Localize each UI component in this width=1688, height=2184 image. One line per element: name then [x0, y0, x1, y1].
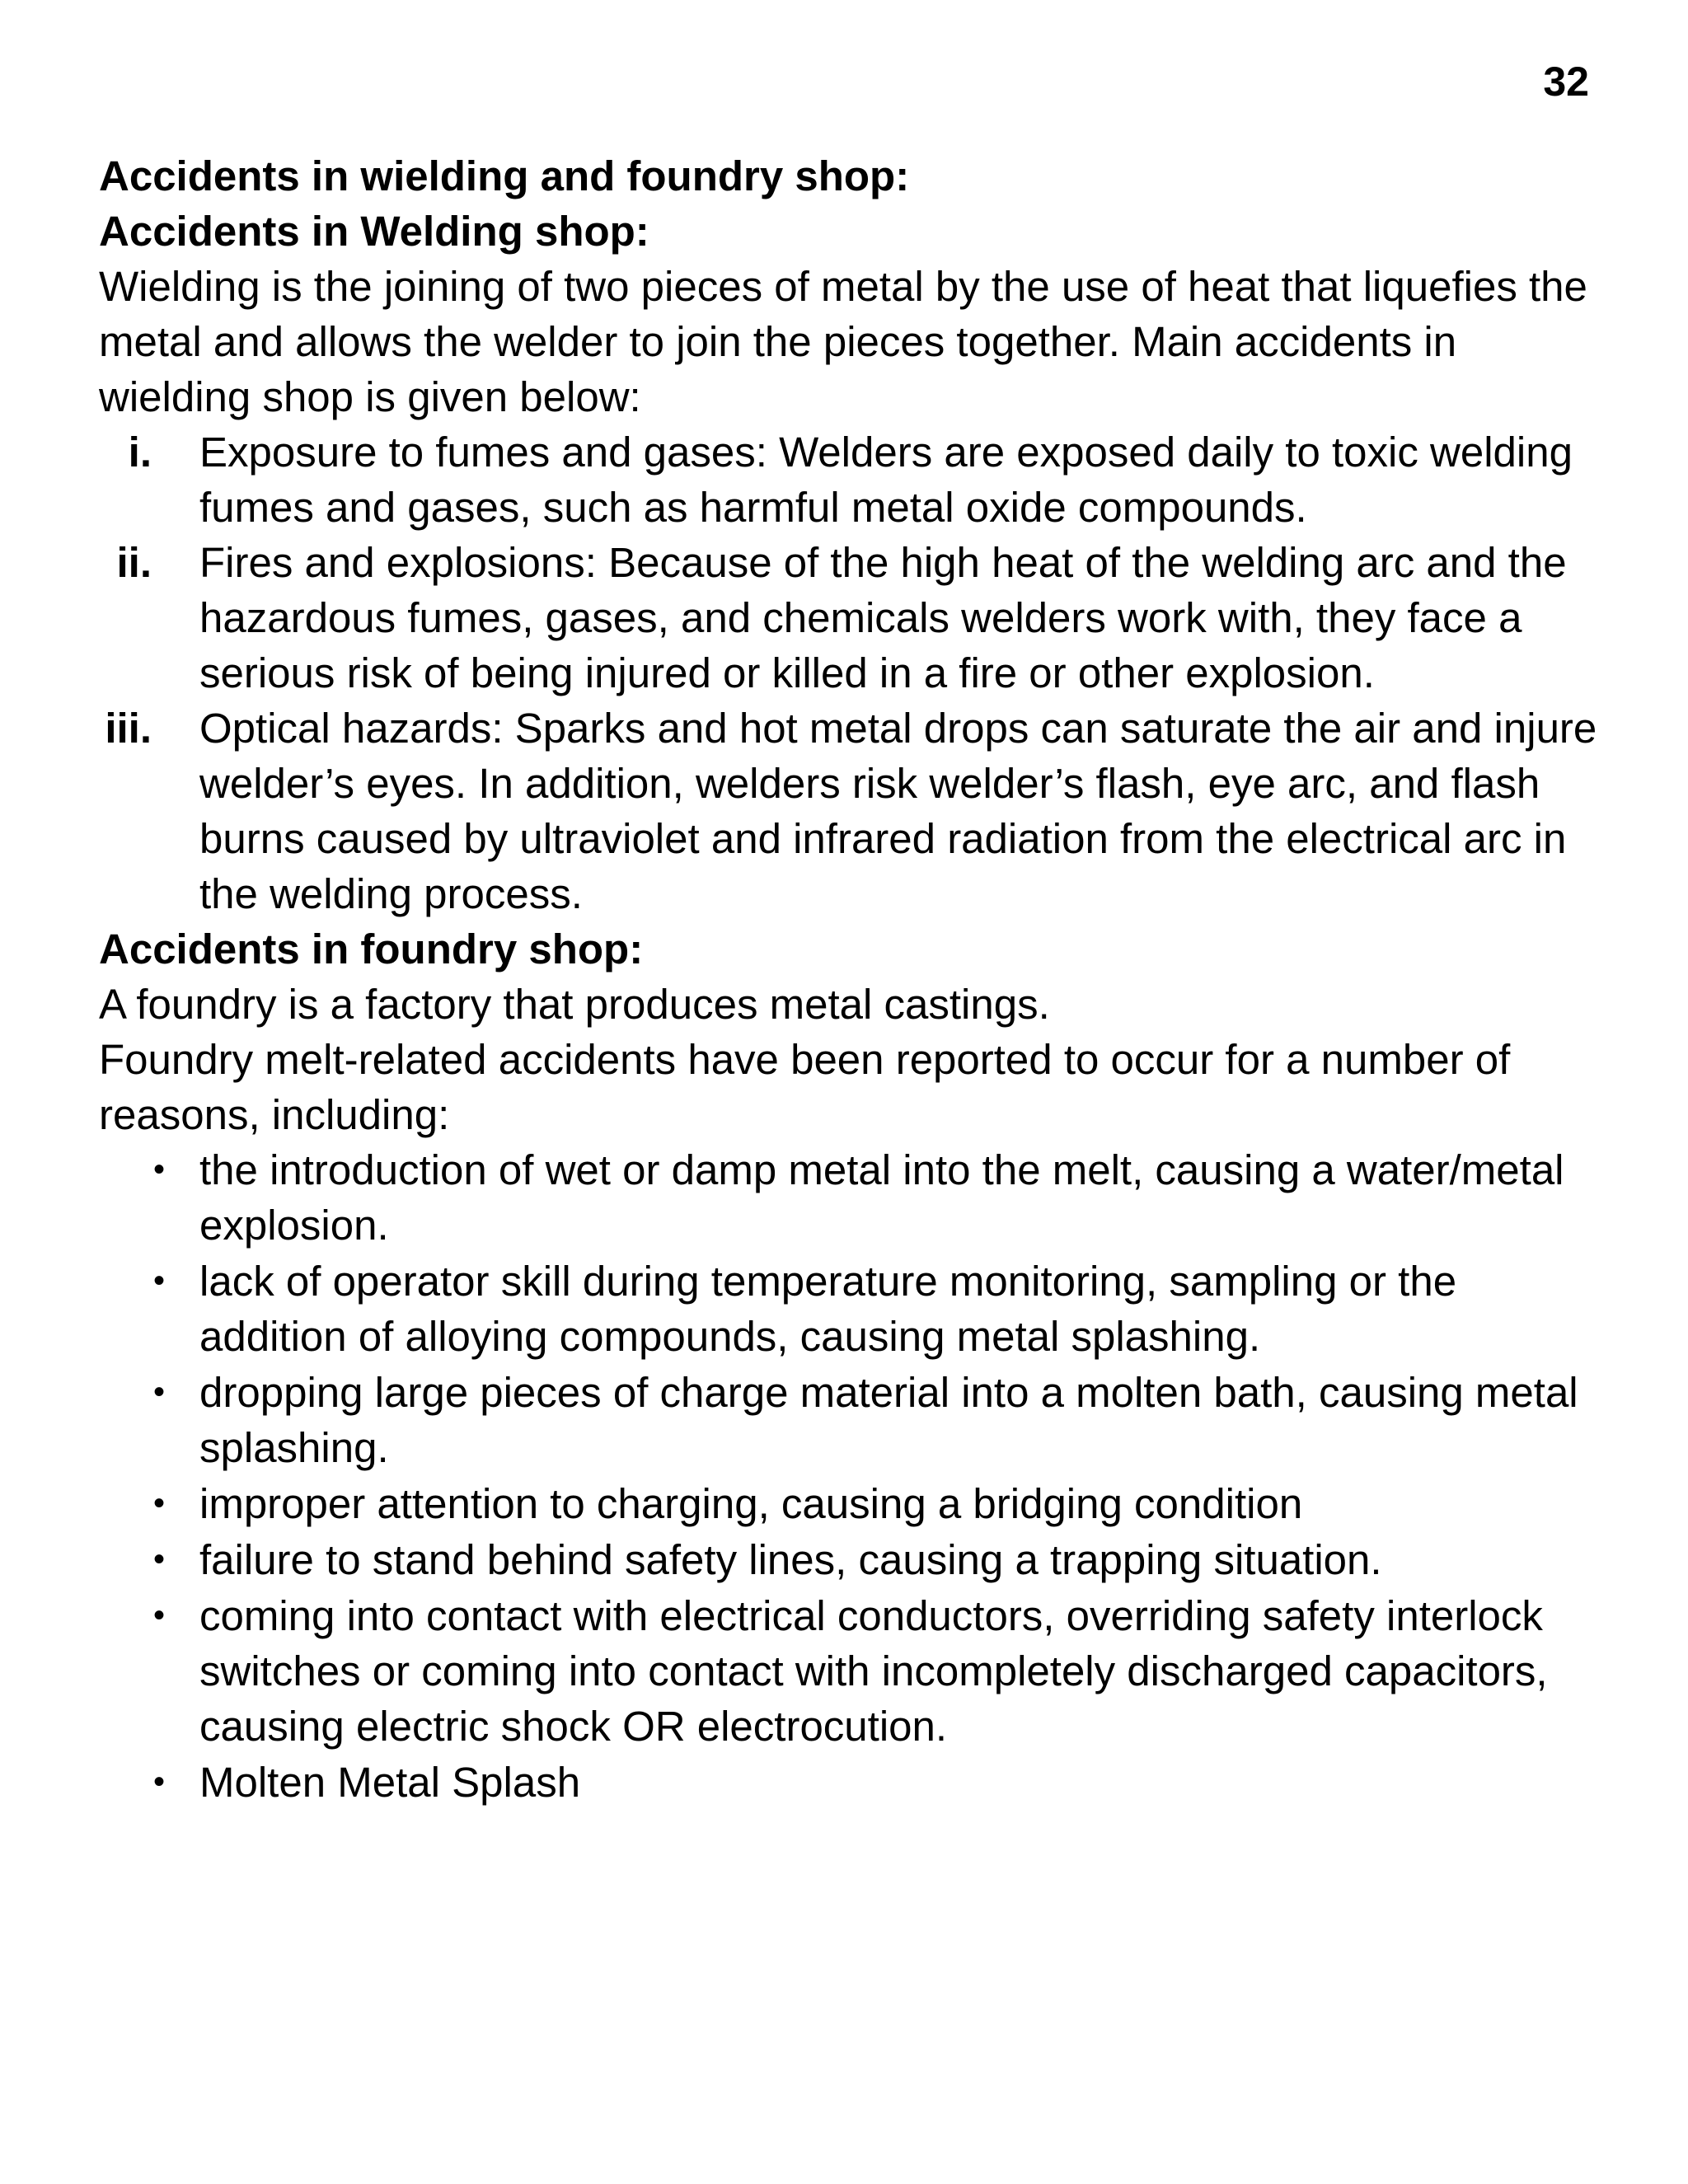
list-item-text: Optical hazards: Sparks and hot metal drops can saturate the air and injure welder’s eyes. In addition, welders risk welder’s flash, eye arc, and flash burns caused by ultraviolet and infrared radiation from the electrical arc in the welding process.	[199, 705, 1597, 917]
list-item-text: coming into contact with electrical conductors, overriding safety interlock switches or coming into contact with incompletely discharged capacitors, causing electric shock OR electrocution.	[199, 1592, 1548, 1750]
foundry-heading: Accidents in foundry shop:	[99, 926, 644, 972]
list-item-text: the introduction of wet or damp metal into the melt, causing a water/metal explosion.	[199, 1146, 1564, 1249]
bullet-icon: •	[153, 1485, 166, 1521]
main-heading: Accidents in wielding and foundry shop:	[99, 152, 910, 199]
welding-heading: Accidents in Welding shop:	[99, 208, 649, 255]
document-body	[99, 148, 1599, 1811]
bullet-icon: •	[153, 1541, 166, 1577]
list-item-text: dropping large pieces of charge material into a molten bath, causing metal splashing.	[199, 1369, 1578, 1471]
bullet-icon: •	[153, 1151, 166, 1188]
list-item	[99, 1365, 1599, 1475]
welding-accident-item	[99, 424, 1599, 535]
list-marker: i.	[128, 429, 152, 476]
list-marker: ii.	[116, 539, 152, 586]
welding-intro-paragraph: Wielding is the joining of two pieces of metal by the use of heat that liquefies the metal and allows the welder to join the pieces together. Main accidents in wielding shop is given below:	[99, 263, 1587, 420]
list-item	[99, 1588, 1599, 1754]
welding-accident-item	[99, 701, 1599, 921]
list-marker: iii.	[105, 705, 152, 752]
list-item	[99, 1476, 1599, 1531]
bullet-icon: •	[153, 1374, 166, 1410]
list-item-text: failure to stand behind safety lines, causing a trapping situation.	[199, 1536, 1382, 1583]
foundry-definition-paragraph: A foundry is a factory that produces metal castings.	[99, 981, 1050, 1028]
foundry-accidents-list	[99, 1142, 1599, 1810]
bullet-icon: •	[153, 1597, 166, 1633]
list-item-text: improper attention to charging, causing a bridging condition	[199, 1480, 1303, 1527]
list-item-text: Fires and explosions: Because of the high heat of the welding arc and the hazardous fumes, gases, and chemicals welders work with, they face a serious risk of being injured or killed in a fire or other explosion.	[199, 539, 1567, 696]
welding-accidents-list	[99, 424, 1599, 921]
welding-accident-item	[99, 535, 1599, 701]
bullet-icon: •	[153, 1263, 166, 1299]
foundry-intro-paragraph: Foundry melt-related accidents have been reported to occur for a number of reasons, including:	[99, 1036, 1511, 1138]
list-item	[99, 1532, 1599, 1587]
page-number: 32	[1543, 59, 1589, 105]
bullet-icon: •	[153, 1764, 166, 1800]
list-item-text: Molten Metal Splash	[199, 1759, 581, 1806]
list-item-text: lack of operator skill during temperature monitoring, sampling or the addition of alloying compounds, causing metal splashing.	[199, 1258, 1457, 1360]
list-item	[99, 1142, 1599, 1253]
list-item	[99, 1254, 1599, 1364]
list-item	[99, 1755, 1599, 1810]
list-item-text: Exposure to fumes and gases: Welders are exposed daily to toxic welding fumes and gases, such as harmful metal oxide compounds.	[199, 429, 1573, 531]
